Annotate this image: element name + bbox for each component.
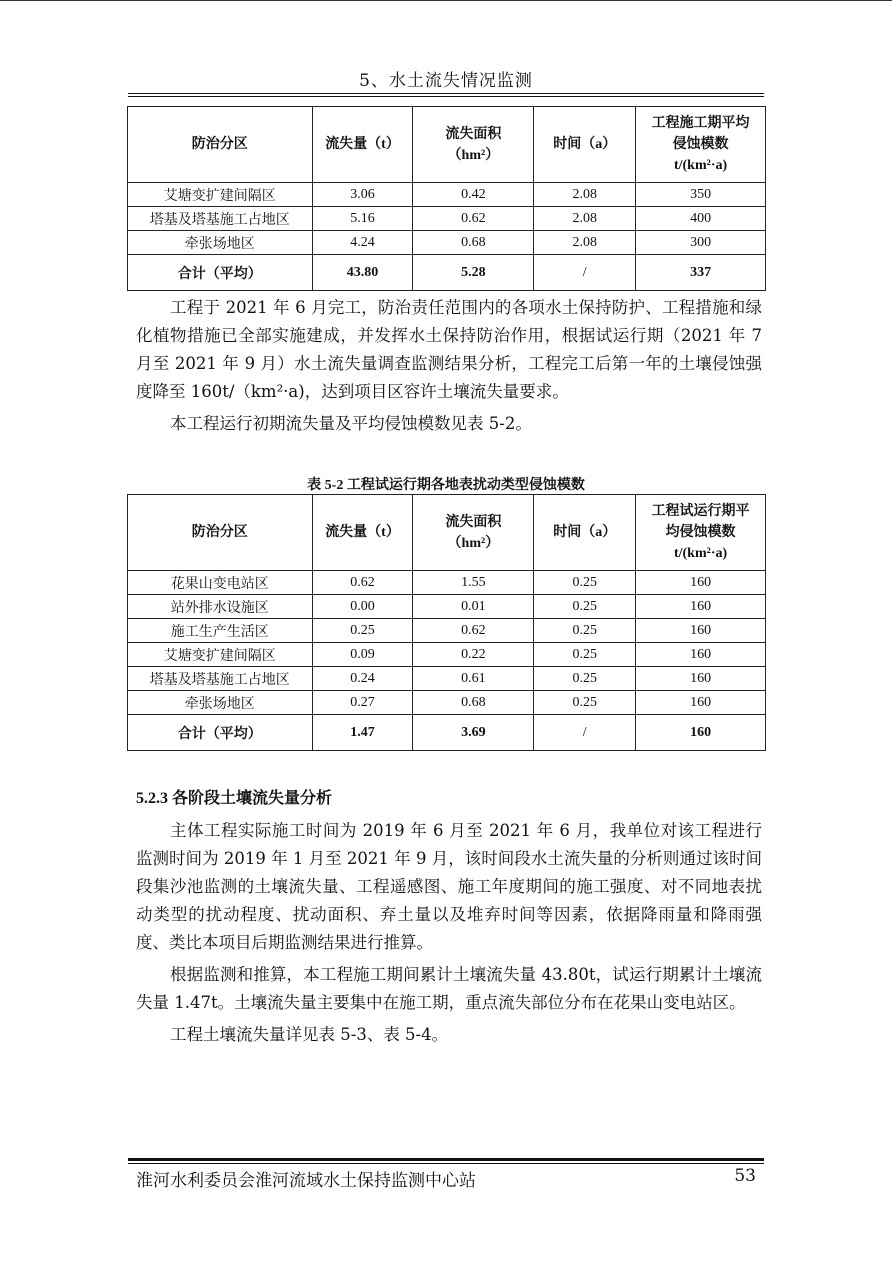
table-row: 牵张场地区 4.24 0.68 2.08 300 [128,231,766,255]
col-loss: 流失量（t） [312,495,413,571]
col-zone: 防治分区 [128,495,313,571]
col-area: 流失面积 （hm²） [413,107,534,183]
col-area: 流失面积 （hm²） [413,495,534,571]
header-rule [128,93,764,94]
col-zone: 防治分区 [128,107,313,183]
running-header: 5、水土流失情况监测 [359,71,533,91]
table-trial-erosion [127,494,766,751]
page-number: 53 [734,1166,756,1186]
col-modulus: 工程试运行期平 均侵蚀模数 t/(km²·a) [636,495,766,571]
table-row: 施工生产生活区 0.25 0.62 0.25 160 [128,619,766,643]
paragraph-analysis: 主体工程实际施工时间为 2019 年 6 月至 2021 年 6 月，我单位对该工程进行监测时间为 2019 年 1 月至 2021 年 9 月，该时间段水土流失量的分析则通过该时间段集沙池监测的土壤流失量、工程遥感图、施工年度期间的施工强度、对不同地表扰动类型的扰动程度、扰动面积、弃土量以及堆弃时间等因素，依据降雨量和降雨强度、类比本项目后期监测结果进行推算。 根据监测和推算，本工程施工期间累计土壤流失量 43.80t，试运行期累计土壤流失量 1.47t。土壤流失量主要集中在施工期，重点流失部位分布在花果山变电站区。 工程土壤流失量详见表 5-3、表 5-4。 [136,821,762,1044]
table-row: 花果山变电站区 0.62 1.55 0.25 160 [128,571,766,595]
footer-rule [128,1158,764,1161]
col-modulus: 工程施工期平均 侵蚀模数 t/(km²·a) [636,107,766,183]
table-row: 艾塘变扩建间隔区 0.09 0.22 0.25 160 [128,643,766,667]
col-time: 时间（a） [534,495,636,571]
header-rule-2 [128,96,764,97]
table-row: 站外排水设施区 0.00 0.01 0.25 160 [128,595,766,619]
table-row: 塔基及塔基施工占地区 0.24 0.61 0.25 160 [128,667,766,691]
paragraph-completion: 工程于 2021 年 6 月完工，防治责任范围内的各项水土保持防护、工程措施和绿化植物措施已全部实施建成，并发挥水土保持防治作用，根据试运行期（2021 年 7 月至 2021 年 9 月）水土流失量调查监测结果分析，工程完工后第一年的土壤侵蚀强度降至 160t/（km²·a)，达到项目区容许土壤流失量要求。 本工程运行初期流失量及平均侵蚀模数见表 5-2。 [136,298,762,433]
page-top-border [0,0,892,1]
table-header-row [128,495,766,571]
footer-organization: 淮河水利委员会淮河流域水土保持监测中心站 [136,1171,476,1191]
table-caption: 表 5-2 工程试运行期各地表扰动类型侵蚀模数 [307,478,585,493]
table-header-row [128,107,766,183]
table-construction-erosion [127,106,766,291]
table-total-row: 合计（平均） 43.80 5.28 / 337 [128,255,766,291]
section-heading: 5.2.3 各阶段土壤流失量分析 [136,790,333,807]
table-row: 塔基及塔基施工占地区 5.16 0.62 2.08 400 [128,207,766,231]
table-row: 牵张场地区 0.27 0.68 0.25 160 [128,691,766,715]
table-total-row: 合计（平均） 1.47 3.69 / 160 [128,715,766,751]
footer-rule-2 [128,1163,764,1164]
col-loss: 流失量（t） [312,107,413,183]
col-time: 时间（a） [534,107,636,183]
table-row: 艾塘变扩建间隔区 3.06 0.42 2.08 350 [128,183,766,207]
